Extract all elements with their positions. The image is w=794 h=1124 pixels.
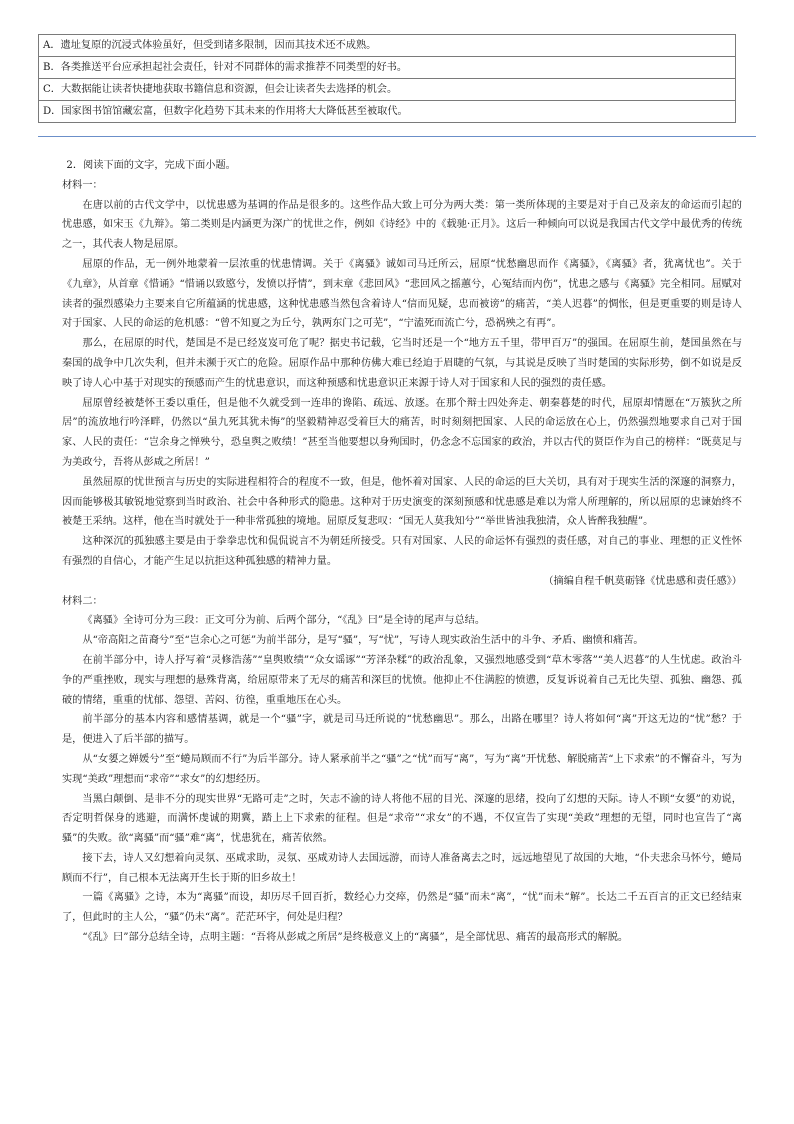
option-b: B．各类推送平台应承担起社会责任，针对不同群体的需求推荐不同类型的好书。 bbox=[39, 57, 735, 79]
material2-paragraph: 在前半部分中，诗人抒写着“灵修浩荡”“皇舆败绩”“众女谣诼”“芳泽杂糅”的政治乱象，又强烈地感受到“草木零落”“美人迟暮”的人生忧虑。政治斗争的严重挫败，现实与理想的悬殊背离，给屈原带来了无尽的痛苦和深巨的忧愤。他抑止不住满腔的愤懑，反复诉说着自己无比失望、孤独、幽怨、孤破的情绪，重重的忧郁、怨望、苦闷、彷徨，重重地压在心头。 bbox=[62, 654, 742, 706]
option-a: A．遗址复原的沉浸式体验虽好，但受到诸多限制，因而其技术还不成熟。 bbox=[39, 35, 735, 57]
material1-paragraph: 屈原的作品，无一例外地蒙着一层浓重的忧患情调。关于《离骚》诚如司马迁所云，屈原“忧愁幽思而作《离骚》，《离骚》者，犹离忧也”。关于《九章》，从首章《惜诵》“惜诵以致愍兮，发愤以抒情”，到末章《悲回风》“悲回风之摇蕙兮，心冤结而内伤”，忧患之感与《离骚》完全相同。屈赋对读者的强烈感染力主要来自它所蕴涵的忧患感，这种忧患感当然包含着诗人“信而见疑，忠而被谤”的痛苦，“美人迟暮”的惆怅，但是更重要的则是诗人对于国家、人民的命运的危机感：“曾不知夏之为丘兮，孰两东门之可芜”，“宁溘死而流亡兮，恐祸殃之有再”。 bbox=[62, 258, 742, 330]
material2-paragraph: 从“女嬃之婵媛兮”至“蜷局顾而不行”为后半部分。诗人紧承前半之“骚”之“忧”而写“离”，写为“离”开忧愁、解脱痛苦“上下求索”的不懈奋斗，写为实现“美政”理想而“求帝”“求女”的幻想经历。 bbox=[62, 753, 742, 785]
material2-paragraph: 接下去，诗人又幻想着向灵氛、巫咸求助，灵氛、巫咸劝诗人去国远游，而诗人准备离去之时，远远地望见了故国的大地，“仆夫悲余马怀兮，蜷局顾而不行”，自己根本无法离开生长于斯的旧乡故土！ bbox=[62, 852, 742, 884]
option-d: D．国家图书馆馆藏宏富，但数字化趋势下其未来的作用将大大降低甚至被取代。 bbox=[43, 106, 408, 117]
material2-paragraph: 《离骚》全诗可分为三段：正文可分为前、后两个部分，“《乱》曰”是全诗的尾声与总结。 bbox=[82, 615, 486, 627]
option-c: C．大数据能让读者快捷地获取书籍信息和资源，但会让读者失去选择的机会。 bbox=[39, 79, 735, 101]
options-table bbox=[38, 34, 736, 123]
material1-paragraph: 那么，在屈原的时代，楚国是不是已经岌岌可危了呢？据史书记载，它当时还是一个“地方五千里，带甲百万”的强国。在屈原生前，楚国虽然在与秦国的战争中几次失利，但并未濒于灭亡的危险。屈原作品中那种仿佛大难已经迫于眉睫的气氛，与其说是反映了当时楚国的实际形势，倒不如说是反映了诗人心中基于对现实的预感而产生的忧患意识，而这种预感和忧患意识正来源于诗人对于国家和人民的强烈的责任感。 bbox=[62, 338, 742, 389]
section-divider bbox=[38, 136, 756, 137]
material2-paragraph: 一篇《离骚》之诗，本为“离骚”而设，却历尽千回百折，数经心力交瘁，仍然是“骚”而未“离”，“忧”而未“解”。长达二千五百言的正文已经结束了，但此时的主人公，“骚”仍未“离”。茫茫环宇，何处是归程？ bbox=[62, 892, 742, 924]
material1-paragraph: 虽然屈原的忧世预言与历史的实际进程相符合的程度不一致，但是，他怀着对国家、人民的命运的巨大关切，具有对于现实生活的深邃的洞察力，因而能够极其敏锐地觉察到当时政治、社会中各种形式的隐患。这种对于历史演变的深刻预感和忧患感是难以为常人所理解的，所以屈原的忠谏始终不被楚王采纳。这样，他在当时就处于一种非常孤独的境地。屈原反复悲叹：“国无人莫我知兮”“举世皆浊我独清，众人皆醉我独醒”。 bbox=[62, 476, 742, 528]
material2-paragraph: “《乱》曰”部分总结全诗，点明主题：“吾将从彭咸之所居”是终极意义上的“离骚”，是全部忧思、痛苦的最高形式的解脱。 bbox=[82, 932, 629, 944]
reading-passage bbox=[62, 156, 742, 948]
material2-paragraph: 当黑白颠倒、是非不分的现实世界“无路可走”之时，矢志不渝的诗人将他不屈的目光、深邃的思绪，投向了幻想的天际。诗人不顾“女嬃”的劝说，否定明哲保身的逃避，而满怀虔诚的期冀，踏上上下求索的征程。但是“求帝”“求女”的不遇，不仅宣告了实现“美政”理想的无望，同时也宣告了“离骚”的失败。欲“离骚”而“骚”难“离”，忧患犹在，痛苦依然。 bbox=[62, 793, 742, 845]
material2-label: 材料二： bbox=[62, 595, 103, 607]
question-heading: 2．阅读下面的文字，完成下面小题。 bbox=[66, 160, 236, 171]
material2-paragraph: 前半部分的基本内容和感情基调，就是一个“骚”字，就是司马迁所说的“忧愁幽思”。那么，出路在哪里？诗人将如何“离”开这无边的“忧”愁？于是，便进入了后半部的描写。 bbox=[62, 714, 742, 746]
material1-source: （摘编自程千帆莫砺锋《忧患感和责任感》） bbox=[543, 575, 742, 587]
material2-paragraph: 从“帝高阳之苗裔兮”至“岂余心之可惩”为前半部分，是写“骚”，写“忧”，写诗人现实政治生活中的斗争、矛盾、幽愤和痛苦。 bbox=[82, 635, 644, 647]
material1-paragraph: 在唐以前的古代文学中，以忧患感为基调的作品是很多的。这些作品大致上可分为两大类：第一类所体现的主要是对于自己及亲友的命运而引起的忧患感，如宋玉《九辩》。第二类则是内涵更为深广的忧世之作，例如《诗经》中的《载驰·正月》。这后一种倾向可以说是我国古代文学中最优秀的传统之一，其代表人物是屈原。 bbox=[62, 199, 742, 251]
material1-paragraph: 屈原曾经被楚怀王委以重任，但是他不久就受到一连串的谗陷、疏远、放逐。在那个辩士四处奔走、朝秦暮楚的时代，屈原却情愿在“万簇狄之所居”的流放地行吟泽畔，仍然以“虽九死其犹未悔”的坚毅精神忍受着巨大的痛苦，时时刻刻把国家、人民的命运放在心上，仍然强烈地要求自己对于国家、人民的责任：“岂余身之惮殃兮，恐皇舆之败绩！”甚至当他要想以身殉国时，仍念念不忘国家的政治，并以古代的贤臣作为自己的榜样：“既莫足与为美政兮，吾将从彭咸之所居！” bbox=[62, 397, 742, 468]
material1-paragraph: 这种深沉的孤独感主要是由于拳拳忠忱和侃侃说言不为朝廷所接受。只有对国家、人民的命运怀有强烈的责任感，对自己的事业、理想的正义性怀有强烈的自信心，才能产生足以抗拒这种孤独感的精神力量。 bbox=[62, 536, 742, 567]
material1-label: 材料一： bbox=[62, 179, 103, 191]
